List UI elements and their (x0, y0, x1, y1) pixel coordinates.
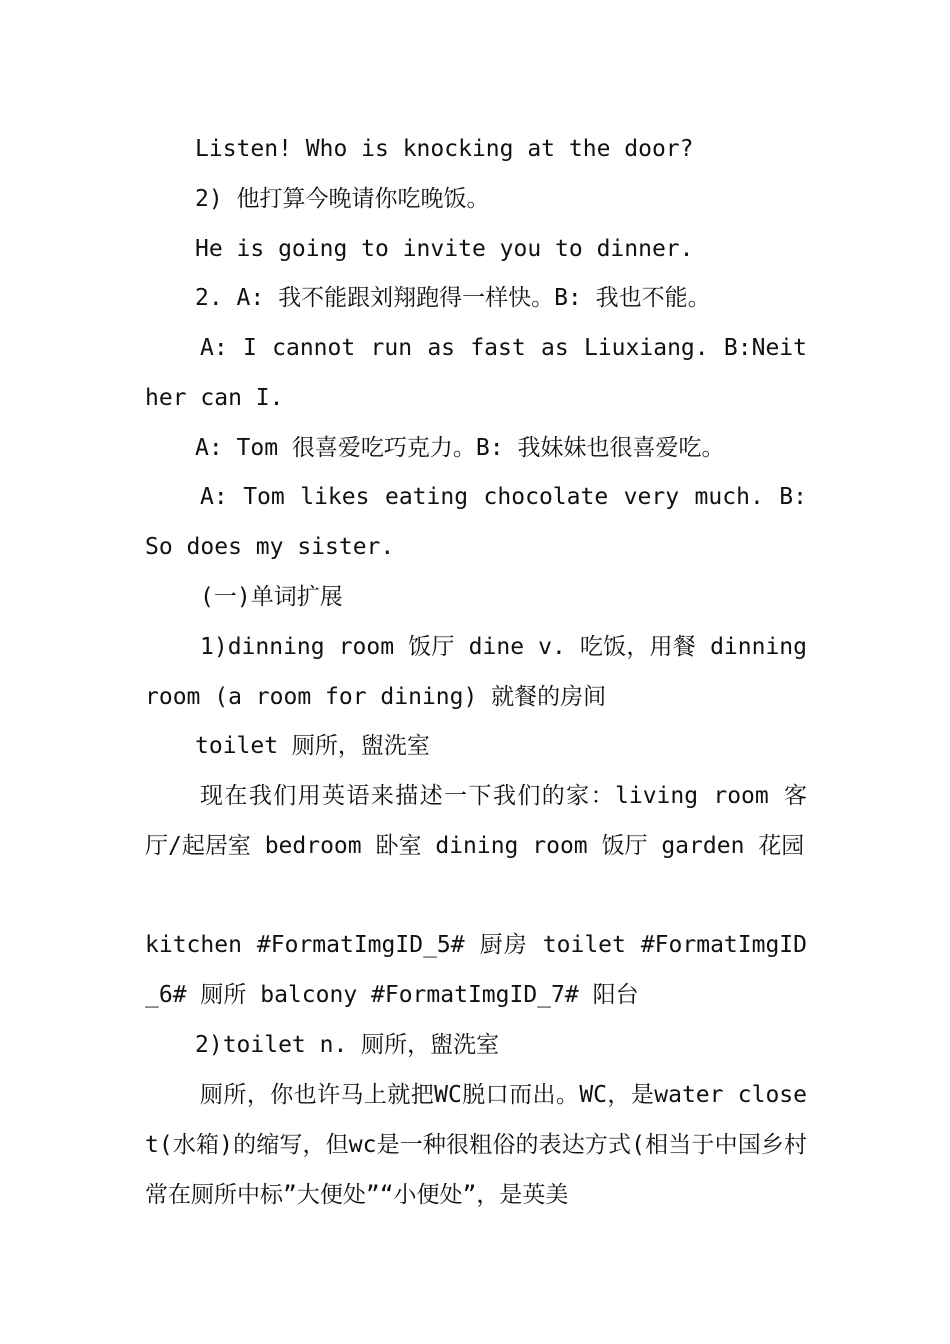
paragraph-2: 2) 他打算今晚请你吃晚饭。 (195, 186, 490, 212)
paragraph-1: Listen! Who is knocking at the door? (195, 136, 694, 162)
paragraph-11: kitchen #FormatImgID_5# 厨房 toilet #FormatImgID_6# 厕所 balcony #FormatImgID_7# 阳台 (145, 932, 807, 1008)
paragraph-6: A: Tom 很喜爱吃巧克力。B: 我妹妹也很喜爱吃。 (195, 435, 725, 461)
paragraph-8: 1)dinning room 饭厅 dine v. 吃饭，用餐 dinning room (a room for dining) 就餐的房间 (145, 634, 807, 710)
paragraph-4: 2. A: 我不能跟刘翔跑得一样快。B: 我也不能。 (195, 285, 711, 311)
paragraph-3: He is going to invite you to dinner. (195, 236, 694, 262)
paragraph-5: A: I cannot run as fast as Liuxiang. B:Neither can I. (145, 335, 807, 411)
paragraph-10: 现在我们用英语来描述一下我们的家：living room 客厅/起居室 bedroom 卧室 dining room 饭厅 garden 花园 (145, 783, 807, 859)
paragraph-7: A: Tom likes eating chocolate very much. B: So does my sister. (145, 484, 807, 560)
paragraph-12: 2)toilet n. 厕所，盥洗室 (195, 1032, 500, 1058)
paragraph-9: toilet 厕所，盥洗室 (195, 733, 430, 759)
paragraph-13: 厕所，你也许马上就把WC脱口而出。WC，是water closet(水箱)的缩写，但wc是一种很粗俗的表达方式(相当于中国乡村常在厕所中标”大便处”“小便处”，是英美 (145, 1082, 807, 1208)
section-heading: (一)单词扩展 (200, 584, 343, 610)
